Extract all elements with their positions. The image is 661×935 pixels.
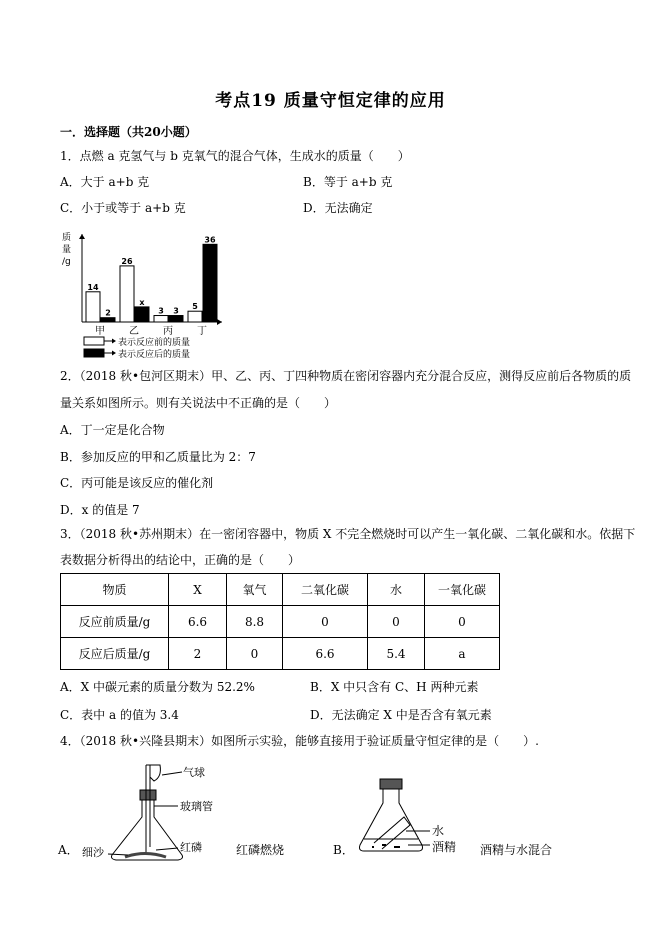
legend-arrow-icon — [112, 339, 116, 344]
table-header-cell: X — [169, 574, 227, 606]
q3-data-table — [60, 573, 500, 670]
table-cell: 2 — [169, 638, 227, 670]
q4-stem: 4．（2018 秋•兴隆县期末）如图所示实验，能够直接用于验证质量守恒定律的是（ ）. — [60, 734, 539, 748]
q2-option-a: A．丁一定是化合物 — [60, 423, 165, 437]
data-label: 36 — [204, 235, 216, 245]
x-tick-label: 丁 — [197, 326, 207, 337]
q3-stem-line2: 表数据分析得出的结论中，正确的是（ ） — [60, 553, 301, 567]
table-cell: 0 — [368, 606, 425, 638]
figure-b-alcohol-water-flask — [352, 765, 472, 860]
legend-swatch — [84, 349, 104, 357]
q2-option-c: C．丙可能是该反应的催化剂 — [60, 476, 214, 490]
label-glass-tube: 玻璃管 — [180, 800, 213, 813]
bar — [135, 307, 149, 322]
section-heading: 一．选择题（共20小题） — [60, 125, 197, 139]
label-alcohol: 酒精 — [432, 840, 457, 854]
legend-label: 表示反应后的质量 — [118, 350, 191, 360]
y-axis-label: 量 — [62, 245, 72, 255]
y-axis-label: 质 — [62, 233, 72, 243]
table-header-cell: 水 — [368, 574, 425, 606]
bar — [188, 311, 202, 322]
q3-option-b: B．X 中只含有 C、H 两种元素 — [310, 680, 479, 694]
legend-swatch — [84, 337, 104, 345]
bar — [154, 316, 168, 322]
q4-figure-b-letter: B． — [333, 843, 354, 857]
legend-arrow-icon — [112, 351, 116, 356]
q1-option-d: D．无法确定 — [303, 201, 373, 215]
bar — [169, 316, 183, 322]
table-row — [61, 606, 500, 638]
table-header-cell: 二氧化碳 — [283, 574, 368, 606]
table-cell: 0 — [425, 606, 500, 638]
q2-option-b: B．参加反应的甲和乙质量比为 2：7 — [60, 450, 256, 464]
figure-a-red-phosphorus-flask — [80, 755, 240, 865]
q3-stem-line1: 3．（2018 秋•苏州期末）在一密闭容器中，物质 X 不完全燃烧时可以产生一氧化碳、二氧化碳和水。依据下 — [60, 527, 636, 541]
x-tick-label: 甲 — [95, 326, 105, 337]
q3-option-a: A．X 中碳元素的质量分数为 52.2% — [60, 680, 255, 694]
table-cell: 0 — [227, 638, 283, 670]
q1-option-c: C．小于或等于 a+b 克 — [60, 201, 186, 215]
x-tick-label: 丙 — [163, 326, 173, 337]
data-label: 3 — [158, 306, 164, 316]
q2-option-d: D．x 的值是 7 — [60, 503, 140, 517]
flask-icon — [112, 765, 183, 860]
table-header-cell: 氧气 — [227, 574, 283, 606]
table-cell: 8.8 — [227, 606, 283, 638]
data-label: 26 — [121, 256, 133, 266]
table-header-cell: 物质 — [61, 574, 169, 606]
table-cell: 5.4 — [368, 638, 425, 670]
q1-stem: 1．点燃 a 克氢气与 b 克氧气的混合气体，生成水的质量（ ） — [60, 149, 410, 163]
q4-figure-a-letter: A． — [58, 843, 79, 857]
q2-stem-line2: 量关系如图所示。则有关说法中不正确的是（ ） — [60, 396, 337, 410]
page-title: 考点19 质量守恒定律的应用 — [215, 91, 446, 111]
table-cell: 反应前质量/g — [61, 606, 169, 638]
flask-icon — [360, 779, 423, 851]
q3-option-d: D．无法确定 X 中是否含有氧元素 — [310, 708, 492, 722]
x-axis-arrow-icon — [217, 319, 222, 325]
mass-bar-chart — [60, 222, 230, 360]
table-header-cell: 一氧化碳 — [425, 574, 500, 606]
label-water: 水 — [432, 824, 445, 838]
legend-label: 表示反应前的质量 — [118, 338, 191, 348]
bar — [101, 318, 115, 322]
y-axis-arrow-icon — [79, 234, 85, 239]
bar — [86, 292, 100, 322]
q1-option-b: B．等于 a+b 克 — [303, 175, 393, 189]
table-cell: 6.6 — [169, 606, 227, 638]
data-label: 14 — [87, 282, 99, 292]
table-cell: 反应后质量/g — [61, 638, 169, 670]
q4-figure-b-caption: 酒精与水混合 — [480, 843, 553, 857]
y-axis-label: /g — [62, 257, 71, 267]
data-label: 3 — [173, 306, 179, 316]
q2-stem-line1: 2．（2018 秋•包河区期末）甲、乙、丙、丁四种物质在密闭容器内充分混合反应，测得反应前后各物质的质 — [60, 369, 632, 383]
data-label: x — [139, 297, 145, 307]
table-cell: 6.6 — [283, 638, 368, 670]
table-cell: 0 — [283, 606, 368, 638]
data-label: 2 — [105, 308, 111, 318]
x-tick-label: 乙 — [129, 326, 139, 337]
bar — [120, 266, 134, 322]
table-cell: a — [425, 638, 500, 670]
table-header-row — [61, 574, 500, 606]
table-row — [61, 638, 500, 670]
label-balloon: 气球 — [183, 766, 205, 779]
q3-option-c: C．表中 a 的值为 3.4 — [60, 708, 179, 722]
data-label: 5 — [192, 302, 198, 312]
bar — [203, 244, 217, 322]
q1-option-a: A．大于 a+b 克 — [60, 175, 150, 189]
label-red-phosphorus: 红磷 — [180, 841, 202, 854]
q4-figure-a-caption: 红磷燃烧 — [236, 843, 285, 857]
label-fine-sand: 细沙 — [82, 846, 104, 859]
